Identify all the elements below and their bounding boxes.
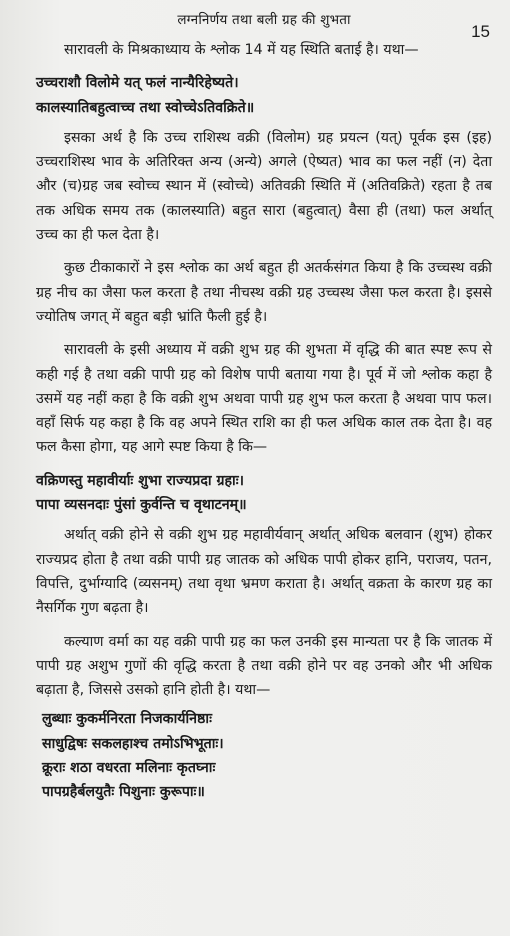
- page-body: [36, 38, 492, 805]
- verse-papa-graha: [36, 707, 492, 804]
- paragraph-5: अर्थात् वक्री होने से वक्री शुभ ग्रह महावीर्यवान् अर्थात् अधिक बलवान (शुभ) होकर राज्यप्रद होता है तथा वक्री पापी ग्रह जातक को अधिक पापी होकर हानि, पराजय, पतन, विपत्ति, दुर्भाग्यादि (व्यसनम्) तथा वृथा भ्रमण कराता है। अर्थात् वक्रता के कारण ग्रह का नैसर्गिक गुण बढ़ता है।: [36, 527, 492, 617]
- verse-line: पापग्रहैर्बलयुतैः पिशुनाः कुरूपाः॥: [42, 784, 205, 801]
- verse-sloka-14: [36, 71, 492, 120]
- verse-line: क्रूराः शठा वधरता मलिनाः कृतघ्नाः: [42, 760, 216, 777]
- paragraph-2: इसका अर्थ है कि उच्च राशिस्थ वक्री (विलोम) ग्रह प्रयत्न (यत्) पूर्वक इस (इह) उच्चराशिस्थ भाव के अतिरिक्त अन्य (अन्ये) अगले (ऐष्यत) भाव का फल नहीं (न) देता और (च)ग्रह जब स्वोच्च स्थान में (स्वोच्चे) अतिवक्री स्थिति में (अतिवक्रिते) रहता है तब तक अधिक समय तक (कालस्याति) बहुत सारा (बहुत्वात्) वैसा ही (तथा) फल अर्थात् उच्च का ही फल देता है।: [36, 129, 492, 244]
- paragraph-3: कुछ टीकाकारों ने इस श्लोक का अर्थ बहुत ही अतर्कसंगत किया है कि उच्चस्थ वक्री ग्रह नीच का जैसा फल करता है तथा नीचस्थ वक्री ग्रह उच्चस्थ जैसा फल करता है। इससे ज्योतिष जगत् में बहुत बड़ी भ्रांति फैली हुई है।: [36, 260, 492, 325]
- verse-line: लुब्धाः कुकर्मनिरता निजकार्यनिष्ठाः: [42, 711, 212, 728]
- running-title: लग्ननिर्णय तथा बली ग्रह की शुभता: [177, 12, 351, 28]
- verse-line: पापा व्यसनदाः पुंसां कुर्वन्ति च वृथाटनम्॥: [36, 497, 247, 514]
- paragraph-6: कल्याण वर्मा का यह वक्री पापी ग्रह का फल उनकी इस मान्यता पर है कि जातक में पापी ग्रह अशुभ गुणों की वृद्धि करता है तथा वक्री होने पर वह उनको और भी अधिक बढ़ाता है, जिससे उसको हानि होती है। यथा—: [36, 633, 492, 699]
- verse-line: वक्रिणस्तु महावीर्याः शुभा राज्यप्रदा ग्रहाः।: [36, 472, 244, 489]
- verse-vakri-graha: [36, 469, 492, 518]
- verse-line: साधुद्विषः सकलहाश्च तमोऽभिभूताः।: [42, 735, 224, 752]
- verse-line: कालस्यातिबहुत्वाच्च तथा स्वोच्चेऽतिवक्रिते॥: [36, 99, 255, 116]
- page-header: [36, 0, 492, 41]
- page-number: 15: [471, 22, 490, 41]
- paragraph-4: सारावली के इसी अध्याय में वक्री शुभ ग्रह की शुभता में वृद्धि की बात स्पष्ट रूप से कही गई है तथा वक्री पापी ग्रह को विशेष पापी बताया गया है। पूर्व में जो श्लोक कहा है उसमें यह नहीं कहा है कि वक्री शुभ अथवा पापी ग्रह शुभ फल करता है अथवा पाप फल। वहाँ सिर्फ यह कहा है कि वह अपने स्थित राशि का ही फल अधिक काल तक देता है। वह फल कैसा होगा, यह आगे स्पष्ट किया है कि—: [36, 342, 492, 456]
- paragraph-1: सारावली के मिश्रकाध्याय के श्लोक 14 में यह स्थिति बताई है। यथा—: [64, 42, 419, 58]
- verse-line: उच्चराशौ विलोमे यत् फलं नान्यैरिहेष्यते।: [36, 75, 239, 92]
